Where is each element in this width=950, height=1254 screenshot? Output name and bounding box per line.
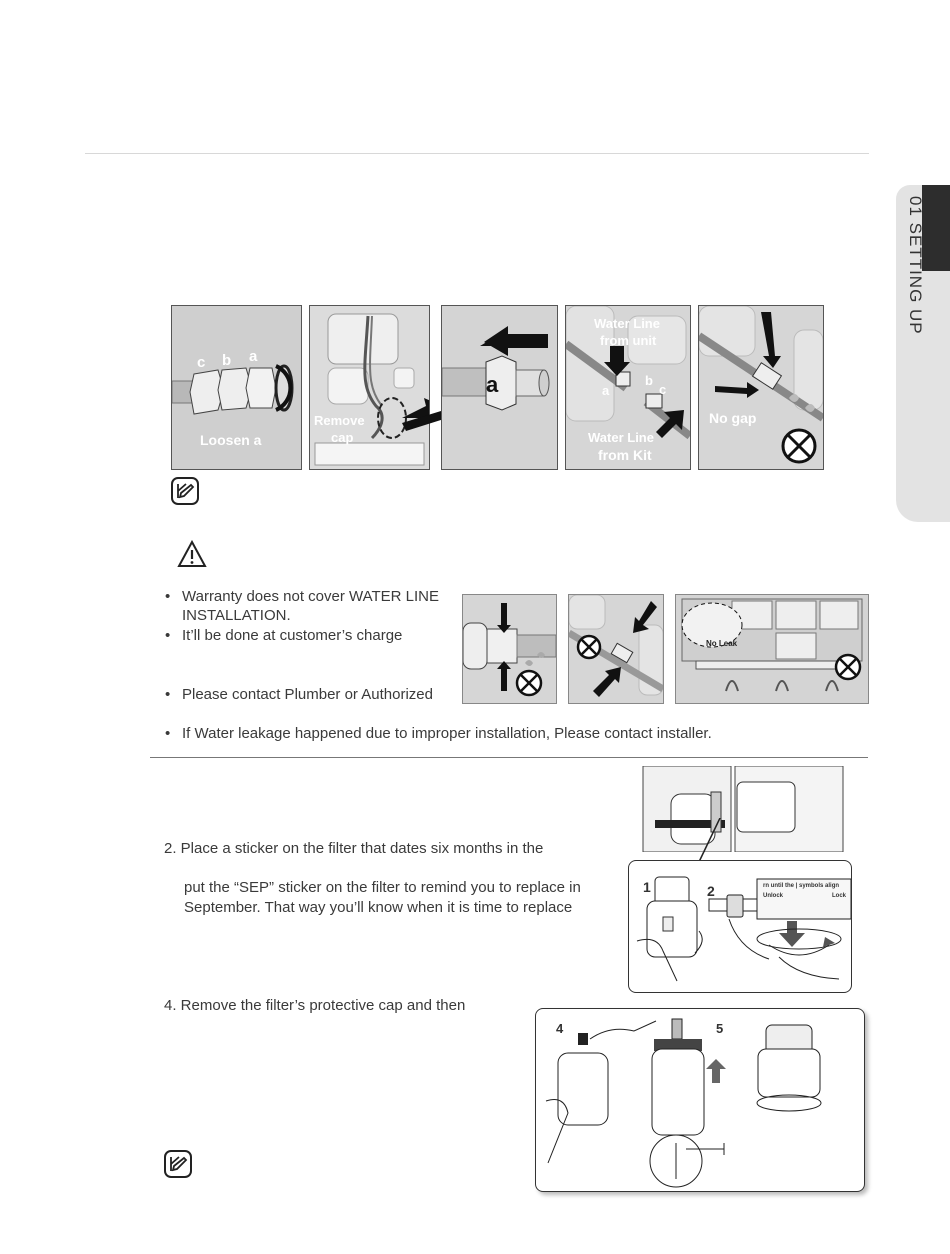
no-gap-label: No gap (709, 410, 757, 426)
step-2-text-cont2: September. That way you’ll know when it is time to replace (184, 899, 573, 916)
label-a: a (486, 372, 499, 397)
step-4-number: 4 (556, 1021, 564, 1036)
install-panel-connect (565, 305, 691, 470)
warning-warranty: • Warranty does not cover WATER LINE (182, 587, 439, 607)
from-kit-line1: Water Line (588, 430, 654, 445)
label-c: c (197, 354, 206, 371)
from-kit-line2: from Kit (598, 447, 652, 463)
warning-charge: • It’ll be done at customer’s charge (182, 626, 402, 646)
remove-label: Remove (314, 413, 365, 428)
header-rule (85, 153, 869, 154)
from-unit-line2: from unit (600, 333, 657, 348)
step-2-text-cont: put the “SEP” sticker on the filter to remind you to replace in (184, 879, 581, 896)
step-2-text: 2. Place a sticker on the filter that dates six months in the (164, 840, 544, 857)
step-4-text: 4. Remove the filter’s protective cap and then (164, 997, 466, 1014)
label-a: a (602, 383, 610, 398)
install-panel-nut (441, 305, 558, 470)
label-b: b (222, 352, 232, 369)
step-1-number: 1 (643, 879, 651, 895)
step-2-number: 2 (707, 883, 715, 899)
label-a: a (249, 348, 258, 365)
cap-label: cap (331, 430, 354, 445)
warning-plumber: • Please contact Plumber or Authorized (182, 685, 433, 705)
note-icon (171, 477, 199, 505)
sticker-strip-text: rn until the | symbols align (763, 883, 840, 889)
loosen-caption: Loosen a (200, 432, 262, 448)
warning-panel-fridge (675, 594, 869, 704)
from-unit-line1: Water Line (594, 316, 660, 331)
fridge-illustration (641, 766, 846, 852)
lock-label: Lock (832, 893, 847, 899)
warning-warranty-cont: INSTALLATION. (182, 607, 291, 624)
warning-leakage: • If Water leakage happened due to improper installation, Please contact installer. (182, 724, 712, 744)
section-rule (150, 757, 868, 758)
chapter-tab-marker (922, 185, 950, 271)
unlock-label: Unlock (763, 893, 784, 899)
warning-panel-fitting (462, 594, 557, 704)
label-b: b (645, 373, 653, 388)
install-panel-no-gap (698, 305, 824, 470)
install-panel-loosen (171, 305, 302, 470)
label-c: c (659, 382, 667, 397)
filter-figure-cap (535, 1008, 865, 1192)
no-leak-label: No Leak (706, 639, 738, 648)
step-5-number: 5 (716, 1021, 724, 1036)
warning-panel-gap (568, 594, 664, 704)
filter-figure-sticker (628, 860, 852, 993)
note-icon (164, 1150, 192, 1178)
caution-icon (177, 540, 207, 568)
chapter-tab-label: 01 SETTING UP (906, 196, 925, 335)
